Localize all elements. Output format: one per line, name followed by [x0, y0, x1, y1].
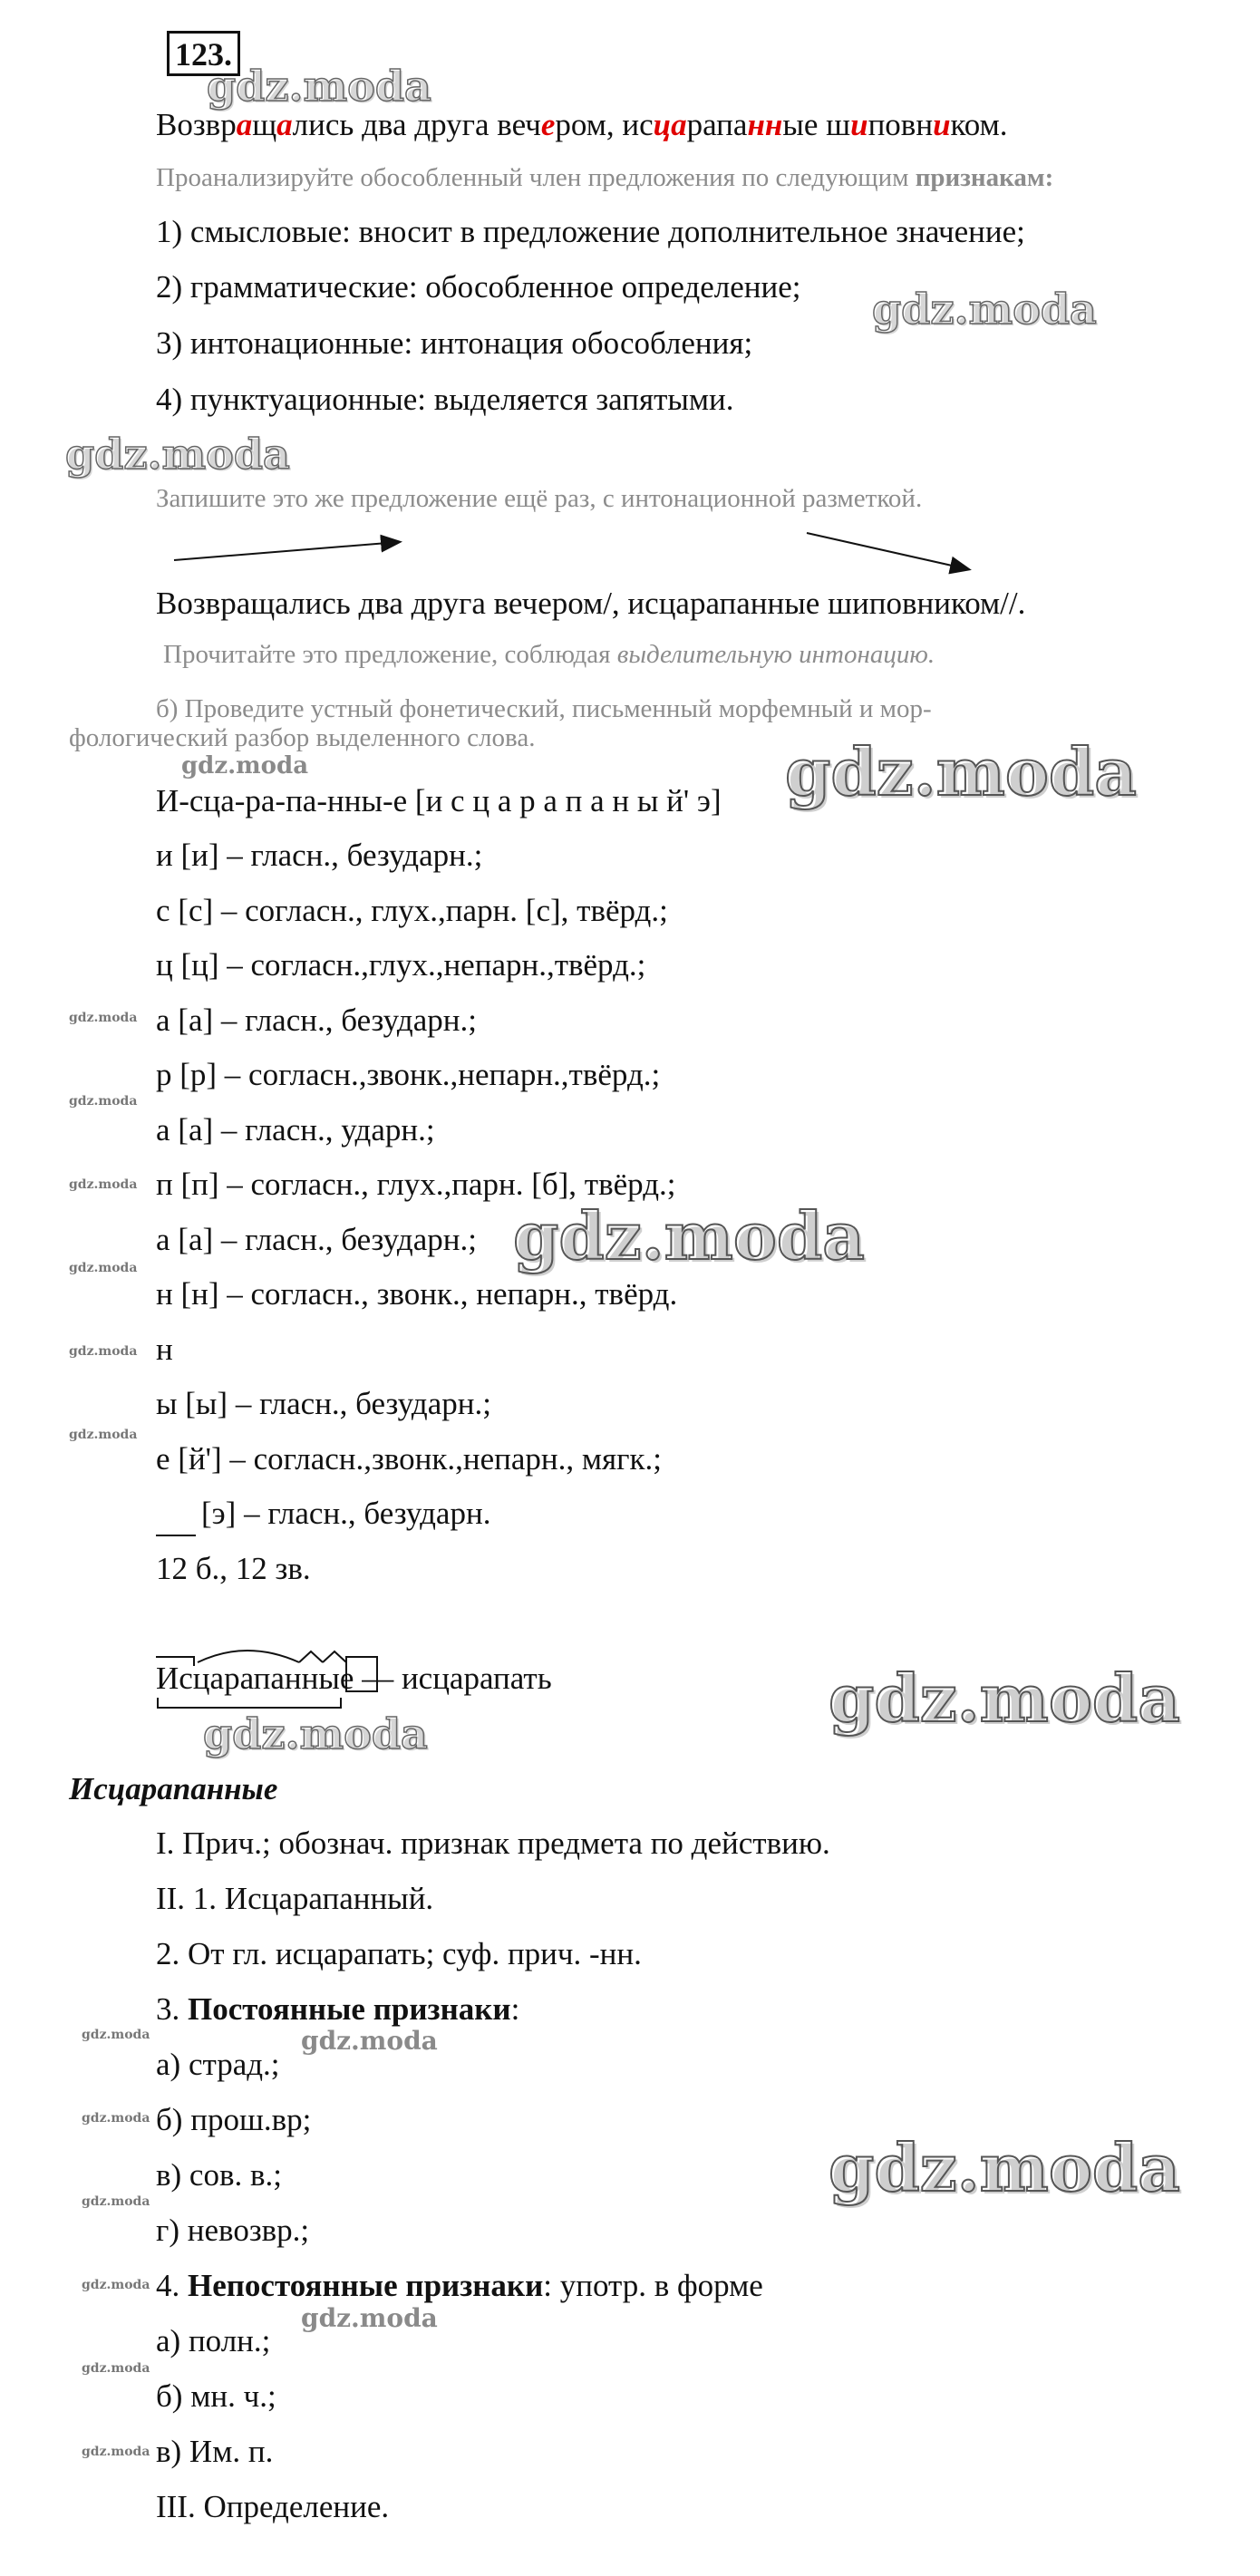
red-letter: а [236, 107, 253, 142]
red-letter: нн [747, 107, 783, 142]
phonetic-line: с [с] – согласн., глух.,парн. [с], твёрд.; [156, 893, 668, 928]
red-letter: и [850, 107, 868, 142]
morph-line: 4. Непостоянные признаки: употр. в форме [156, 2268, 763, 2303]
write-instruction: Запишите это же предложение ещё раз, с интонационной разметкой. [156, 484, 923, 513]
red-letter: а [276, 107, 293, 142]
phonetic-line: р [р] – согласн.,звонк.,непарн.,твёрд.; [156, 1057, 661, 1092]
phonetic-line: н [156, 1332, 173, 1367]
sentence-segment: ром, ис [555, 107, 654, 142]
watermark: gdz.moda [207, 62, 431, 111]
sentence-segment: ые ш [782, 107, 851, 142]
morph-line: в) сов. в.; [156, 2157, 282, 2193]
analyze-instruction: Проанализируйте обособленный член предложения по следующим признакам: [156, 163, 1054, 192]
watermark: gdz.moda [829, 1660, 1180, 1737]
watermark-tiny: gdz.moda [69, 1428, 138, 1442]
sentence-segment: ком. [950, 107, 1008, 142]
phonetic-line: [э] – гласн., безударн. [201, 1496, 491, 1531]
watermark-tiny: gdz.moda [69, 1261, 138, 1275]
feature-item: 2) грамматические: обособленное определение; [156, 269, 801, 305]
feature-item: 4) пунктуационные: выделяется запятыми. [156, 382, 734, 417]
stem-bracket [158, 1698, 341, 1708]
phonetic-line: а [а] – гласн., безударн.; [156, 1002, 477, 1038]
phonetic-line: и [и] – гласн., безударн.; [156, 838, 483, 873]
morph-line: III. Определение. [156, 2489, 390, 2524]
morph-line: б) мн. ч.; [156, 2378, 276, 2414]
phonetic-line: а [а] – гласн., безударн.; [156, 1222, 477, 1257]
task-b-line-1: б) Проведите устный фонетический, письменный морфемный и мор- [156, 694, 932, 723]
watermark-tiny: gdz.moda [69, 1094, 138, 1109]
watermark: gdz.moda [203, 1709, 428, 1758]
watermark-tiny: gdz.moda [82, 2111, 150, 2126]
watermark-tiny: gdz.moda [82, 2028, 150, 2042]
watermark: gdz.moda [301, 2026, 438, 2056]
task-number: 123. [167, 31, 240, 76]
watermark-tiny: gdz.moda [69, 1011, 138, 1025]
sentence-segment: Возвр [156, 107, 237, 142]
phonetic-line: п [п] – согласн., глух.,парн. [б], твёрд.; [156, 1167, 676, 1202]
sentence-segment: повн [867, 107, 934, 142]
watermark: gdz.moda [872, 285, 1097, 334]
feature-item: 1) смысловые: вносит в предложение дополнительное значение; [156, 214, 1025, 249]
morph-line: а) полн.; [156, 2323, 271, 2358]
phonetic-line: е [й'] – согласн.,звонк.,непарн., мягк.; [156, 1441, 662, 1477]
morph-line: г) невозвр.; [156, 2213, 310, 2248]
watermark-tiny: gdz.moda [82, 2194, 150, 2209]
watermark-tiny: gdz.moda [82, 2278, 150, 2292]
watermark: gdz.moda [181, 752, 309, 780]
morph-heading: Исцарапанные [69, 1771, 278, 1806]
morph-line: 2. От гл. исцарапать; суф. прич. -нн. [156, 1936, 642, 1971]
watermark: gdz.moda [829, 2129, 1180, 2206]
morph-line: 3. Постоянные признаки: [156, 1991, 520, 2027]
morph-line: в) Им. п. [156, 2434, 274, 2469]
watermark: gdz.moda [65, 430, 290, 479]
task-b-line-2: фологический разбор выделенного слова. [69, 723, 536, 752]
sentence-intonation: Возвращались два друга вечером/, исцарапанные шиповником//. [156, 586, 1026, 621]
watermark-tiny: gdz.moda [82, 2361, 150, 2376]
sentence-segment: лись два друга веч [292, 107, 541, 142]
phonetic-line: а [а] – гласн., ударн.; [156, 1112, 435, 1148]
watermark: gdz.moda [513, 1197, 865, 1274]
feature-item: 3) интонационные: интонация обособления; [156, 325, 753, 361]
red-letter: ц [653, 107, 672, 142]
morph-line: а) страд.; [156, 2047, 280, 2082]
watermark-tiny: gdz.moda [69, 1177, 138, 1192]
watermark-tiny: gdz.moda [69, 1344, 138, 1359]
red-letter: а [671, 107, 687, 142]
watermark-tiny: gdz.moda [82, 2445, 150, 2459]
morpheme-word: Исцарапанные [156, 1661, 354, 1696]
phonetic-title: И-сца-ра-па-нны-е [и с ц а р а п а н ы й' э] [156, 783, 722, 818]
phonetic-count: 12 б., 12 зв. [156, 1551, 311, 1586]
rising-arrow [174, 542, 399, 560]
morph-line: II. 1. Исцарапанный. [156, 1881, 434, 1916]
watermark: gdz.moda [785, 733, 1137, 810]
falling-arrow [807, 533, 968, 569]
phonetic-line: н [н] – согласн., звонк., непарн., твёрд. [156, 1276, 678, 1312]
morph-line: б) прош.вр; [156, 2102, 312, 2137]
sentence-segment: рапа [686, 107, 748, 142]
red-letter: е [540, 107, 556, 142]
red-letter: и [933, 107, 951, 142]
watermark: gdz.moda [301, 2303, 438, 2333]
phonetic-line: ц [ц] – согласн.,глух.,непарн.,твёрд.; [156, 947, 646, 983]
phonetic-line: ы [ы] – гласн., безударн.; [156, 1386, 491, 1421]
sentence-segment: щ [252, 107, 277, 142]
read-instruction: Прочитайте это предложение, соблюдая выделительную интонацию. [163, 640, 935, 669]
morpheme-analysis: Исцарапанные — исцарапать [156, 1661, 552, 1696]
morph-line: I. Прич.; обознач. признак предмета по действию. [156, 1825, 830, 1861]
